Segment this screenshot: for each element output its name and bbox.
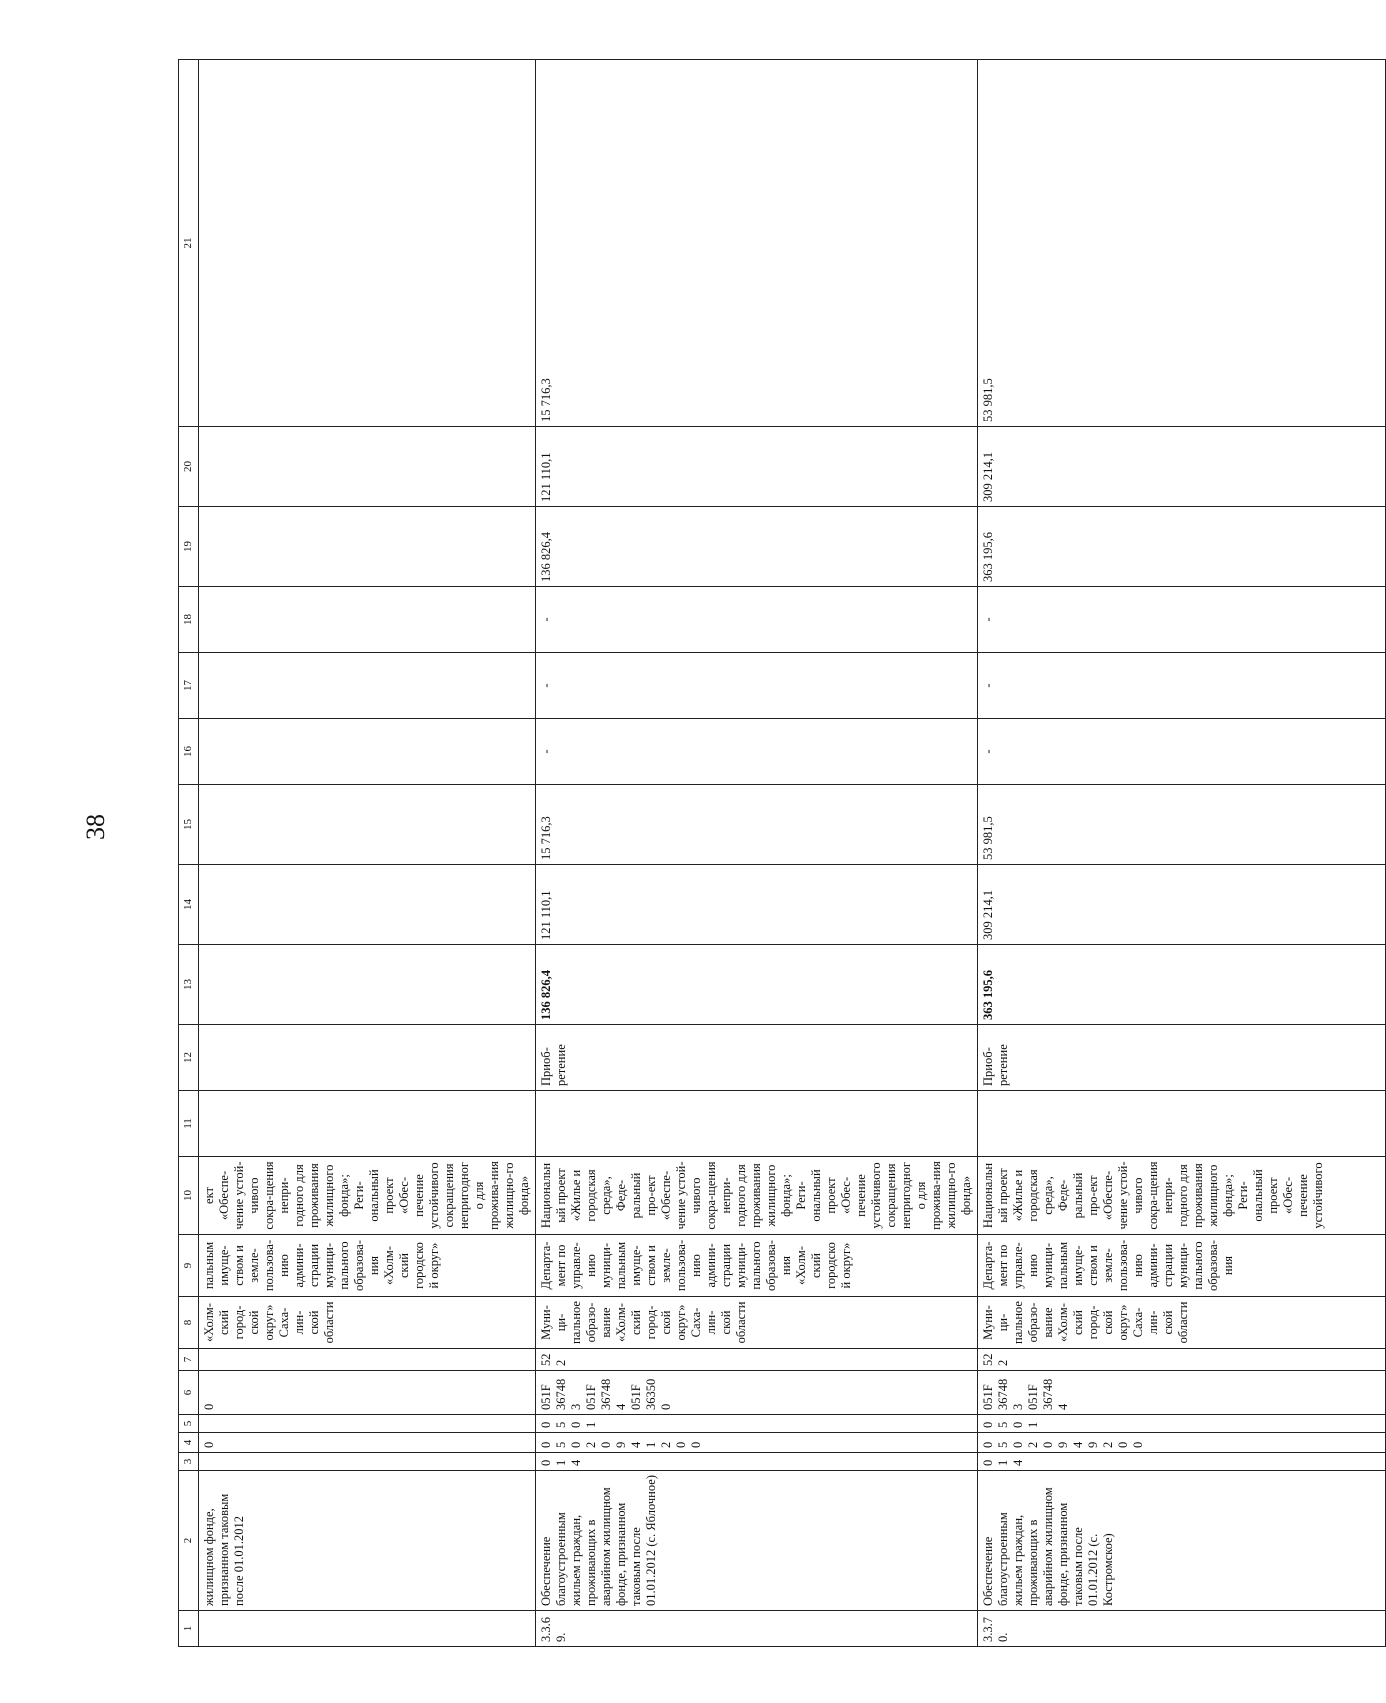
cell-municipality: Муни-ци-пальное образо-вание «Холм-ский город-ской округ» Саха-лин-ской области xyxy=(536,1297,978,1349)
cell xyxy=(199,1025,536,1091)
cell-number: 3.3.70. xyxy=(978,1611,1386,1647)
cell-total: 136 826,4 xyxy=(536,945,978,1025)
cell-project: Национальный проект «Жилье и городская среда», Феде-ральный про-ект «Обеспе-чение устой-чивого сокра-щения непри-годного для проживания жилищного фонда»; Реги-ональный проект «Обес-печение устойчивого сокращения непригодного для прожива-ния жилищно-го фонда» xyxy=(536,1157,978,1235)
cell-value: - xyxy=(536,587,978,653)
cell-municipality: Муни-ци-пальное образо-вание «Холм-ский город-ской округ» Саха-лин-ской области xyxy=(978,1297,1386,1349)
cell-number: 3.3.69. xyxy=(536,1611,978,1647)
cell xyxy=(199,427,536,507)
header-cell: 11 xyxy=(179,1091,199,1157)
header-cell: 3 xyxy=(179,1453,199,1471)
cell-value: 15 716,3 xyxy=(536,60,978,427)
cell-code: 52 2 xyxy=(978,1349,1386,1371)
cell-value: - xyxy=(536,653,978,719)
header-cell: 16 xyxy=(179,719,199,785)
cell-code: 0 5 0 1 xyxy=(536,1415,978,1433)
cell-type: Приоб-ретение xyxy=(536,1025,978,1091)
cell-value: 53 981,5 xyxy=(978,785,1386,865)
cell-code: 52 2 xyxy=(536,1349,978,1371)
header-cell: 1 xyxy=(179,1611,199,1647)
cell-number xyxy=(199,1611,536,1647)
cell-value: 53 981,5 xyxy=(978,60,1386,427)
cell-code xyxy=(199,1415,536,1433)
cell-total: 363 195,6 xyxy=(978,945,1386,1025)
cell-code: 0 1 4 xyxy=(978,1453,1386,1471)
cell-value: 121 110,1 xyxy=(536,865,978,945)
header-cell: 19 xyxy=(179,507,199,587)
cell-municipality: «Холм-ский город-ской округ» Саха-лин-ской области xyxy=(199,1297,536,1349)
cell-department: пальным имуще-ством и земле-пользова-нию админи-страции муници-пального образова-ния «Холм-ский городской округ» xyxy=(199,1235,536,1297)
cell-value: - xyxy=(978,653,1386,719)
table-row xyxy=(978,60,1386,1647)
table-row xyxy=(536,60,978,1647)
cell-project: Национальный проект «Жилье и городская среда», Феде-ральный про-ект «Обеспе-чение устой-чивого сокра-щения непри-годного для проживания жилищного фонда»; Реги-ональный проект «Обес-печение устойчивого xyxy=(978,1157,1386,1235)
cell-project: ект «Обеспе-чение устой-чивого сокра-щения непри-годного для проживания жилищного фонда»; Реги-ональный проект «Обес-печение устойчивого сокращения непригодного для прожива-ния жилищно-го фонда» xyxy=(199,1157,536,1235)
cell-code: 0 5 0 1 xyxy=(978,1415,1386,1433)
cell-code: 051F 36748 3 051F 36748 4 051F 36350 0 xyxy=(536,1371,978,1415)
cell xyxy=(199,1091,536,1157)
table-row xyxy=(199,60,536,1647)
cell-name: Обеспечение благоустроенным жильем граждан, проживающих в аварийном жилищном фонде, признанном таковым после 01.01.2012 (с. Костромское) xyxy=(978,1471,1386,1611)
header-cell: 2 xyxy=(179,1471,199,1611)
cell-value: 363 195,6 xyxy=(978,507,1386,587)
cell-code: 0 xyxy=(199,1433,536,1453)
header-cell: 15 xyxy=(179,785,199,865)
cell-department: Департа-мент по управле-нию муници-пальным имуще-ством и земле-пользова-нию админи-страции муници-пального образова-ния xyxy=(978,1235,1386,1297)
cell-name: жилищном фонде, признанном таковым после 01.01.2012 xyxy=(199,1471,536,1611)
cell-code xyxy=(199,1349,536,1371)
cell-value: 309 214,1 xyxy=(978,427,1386,507)
cell-code: 0 xyxy=(199,1371,536,1415)
cell xyxy=(978,1091,1386,1157)
header-cell: 17 xyxy=(179,653,199,719)
budget-table xyxy=(178,59,1386,1647)
page-number: 38 xyxy=(81,814,110,840)
header-cell: 7 xyxy=(179,1349,199,1371)
cell-code: 051F 36748 3 051F 36748 4 xyxy=(978,1371,1386,1415)
header-cell: 8 xyxy=(179,1297,199,1349)
cell xyxy=(199,60,536,427)
header-cell: 6 xyxy=(179,1371,199,1415)
cell-value: - xyxy=(536,719,978,785)
cell-value: - xyxy=(978,719,1386,785)
header-row xyxy=(179,60,199,1647)
cell-value: 15 716,3 xyxy=(536,785,978,865)
cell-code: 0 1 4 xyxy=(536,1453,978,1471)
header-cell: 10 xyxy=(179,1157,199,1235)
cell-value: 136 826,4 xyxy=(536,507,978,587)
cell xyxy=(199,945,536,1025)
cell xyxy=(199,587,536,653)
cell-name: Обеспечение благоустроенным жильем граждан, проживающих в аварийном жилищном фонде, признанном таковым после 01.01.2012 (с. Яблочное) xyxy=(536,1471,978,1611)
cell xyxy=(199,653,536,719)
cell-code: 05 02 09 49 20 0 xyxy=(978,1433,1386,1453)
header-cell: 4 xyxy=(179,1433,199,1453)
header-cell: 5 xyxy=(179,1415,199,1433)
header-cell: 14 xyxy=(179,865,199,945)
cell-code: 05 02 09 41 20 0 xyxy=(536,1433,978,1453)
cell-department: Департа-мент по управле-нию муници-пальным имуще-ством и земле-пользова-нию админи-страции муници-пального образова-ния «Холм-ский городской округ» xyxy=(536,1235,978,1297)
cell xyxy=(199,507,536,587)
cell-value: - xyxy=(978,587,1386,653)
header-cell: 21 xyxy=(179,60,199,427)
rotated-table-container xyxy=(178,60,1325,1647)
header-cell: 18 xyxy=(179,587,199,653)
cell-code xyxy=(199,1453,536,1471)
cell-value: 309 214,1 xyxy=(978,865,1386,945)
cell xyxy=(199,719,536,785)
header-cell: 13 xyxy=(179,945,199,1025)
cell-value: 121 110,1 xyxy=(536,427,978,507)
cell xyxy=(536,1091,978,1157)
cell xyxy=(199,865,536,945)
header-cell: 20 xyxy=(179,427,199,507)
header-cell: 12 xyxy=(179,1025,199,1091)
header-cell: 9 xyxy=(179,1235,199,1297)
cell-type: Приоб-ретение xyxy=(978,1025,1386,1091)
cell xyxy=(199,785,536,865)
